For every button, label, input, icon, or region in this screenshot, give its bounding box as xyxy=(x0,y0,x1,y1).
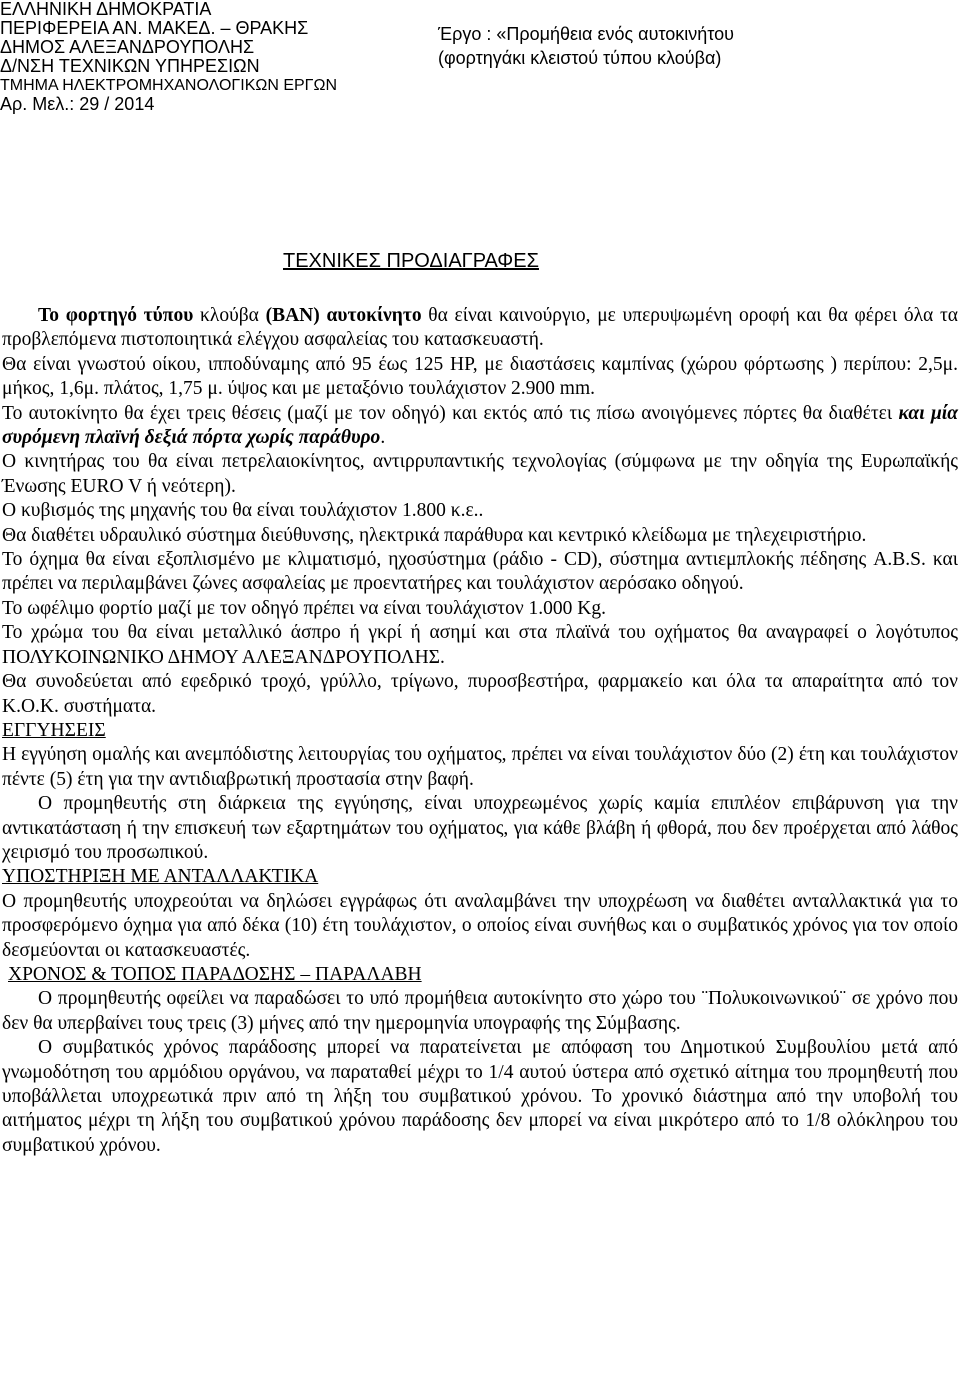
vehicle-type-text-1: κλούβα xyxy=(193,305,266,326)
vehicle-type-bold-2: (ΒΑΝ) αυτοκίνητο xyxy=(265,305,422,326)
paragraph-color: Το χρώμα του θα είναι μεταλλικό άσπρο ή γκρί ή ασημί και στα πλαϊνά του οχήματος θα αναγραφεί ο λογότυπος ΠΟΛΥΚΟΙΝΩΝΙΚΟ ΔΗΜΟΥ ΑΛΕΞΑΝΔΡΟΥΠΟΛΗΣ. xyxy=(2,622,958,668)
header-country: ΕΛΛΗΝΙΚΗ ΔΗΜΟΚΡΑΤΙΑ xyxy=(0,0,212,19)
page-title: ΤΕΧΝΙΚΕΣ ΠΡΟΔΙΑΓΡΑΦΕΣ xyxy=(283,250,539,272)
paragraph-warranty-obligation: Ο προμηθευτής στη διάρκεια της εγγύησης, είναι υποχρεωμένος χωρίς καμία επιπλέον επιβάρυνση για την αντικατάσταση ή την επισκευή των εξαρτημάτων του οχήματος, για κάθε βλάβη ή φθορά, που δεν προέρχεται από λάθος χειρισμό του προσωπικού. xyxy=(2,793,958,863)
heading-spare-parts: ΥΠΟΣΤΗΡΙΞΗ ΜΕ ΑΝΤΑΛΛΑΚΤΙΚΑ xyxy=(2,866,319,888)
paragraph-displacement: Ο κυβισμός της μηχανής του θα είναι τουλάχιστον 1.800 κ.ε.. xyxy=(2,500,484,522)
sliding-door-emphasis: και μία συρόμενη πλαϊνή δεξιά πόρτα χωρίς παράθυρο xyxy=(2,402,959,449)
paragraph-delivery: Ο προμηθευτής οφείλει να παραδώσει το υπό προμήθεια αυτοκίνητο στο χώρο του ¨Πολυκοινωνικού¨ σε χρόνο που δεν θα υπερβαίνει τους τρεις (3) μήνες από την ημερομηνία υπογραφής της Σύμβασης. xyxy=(2,988,958,1034)
paragraph-spare-parts: Ο προμηθευτής υποχρεούται να δηλώσει εγγράφως ότι αναλαμβάνει την υποχρέωση να διαθέτει ανταλλακτικά για το προσφερόμενο όχημα για από δέκα (10) έτη τουλάχιστον, ο οποίος είναι συνήθως και ο συμβατικός χρόνος για τον οποίο δεσμεύονται οι κατασκευαστές. xyxy=(2,890,958,961)
seats-doors-text: Το αυτοκίνητο θα έχει τρεις θέσεις (μαζί με τον οδηγό) και εκτός από τις πίσω ανοιγόμενες πόρτες θα διαθέτει xyxy=(2,402,899,424)
paragraph-dimensions: Θα είναι γνωστού οίκου, ιπποδύναμης από 95 έως 125 HP, με διαστάσεις καμπίνας (χώρου φόρτωσης ) περίπου: 2,5μ. μήκος, 1,6μ. πλάτος, 1,75 μ. ύψος και με μεταξόνιο τουλάχιστον 2.900 mm. xyxy=(2,353,958,400)
issuer-header xyxy=(0,0,337,114)
paragraph-accessories: Θα συνοδεύεται από εφεδρικό τροχό, γρύλλο, τρίγωνο, πυροσβεστήρα, φαρμακείο και όλα τα απαραίτητα από τον Κ.Ο.Κ. συστήματα. xyxy=(2,671,958,717)
vehicle-type-bold-1: Το φορτηγό τύπου xyxy=(38,305,194,326)
header-region: ΠΕΡΙΦΕΡΕΙΑ ΑΝ. ΜΑΚΕΔ. – ΘΡΑΚΗΣ xyxy=(0,18,309,38)
paragraph-delivery-extension: Ο συμβατικός χρόνος παράδοσης μπορεί να παρατείνεται με απόφαση του Δημοτικού Συμβουλίου μετά από γνωμοδότηση του αρμόδιου οργάνου, να παραταθεί μέχρι το 1/4 αυτού ύστερα από σχετικό αίτημα του προμηθευτή που υποβάλλεται υποχρεωτικά πριν από τη λήξη του συμβατικού χρόνου. Το χρονικό διάστημα από την υποβολή του αιτήματος μέχρι τη λήξη του συμβατικού χρόνου παράδοσης δεν μπορεί να είναι μικρότερο από το 1/8 ολόκληρου του συμβατικού χρόνου. xyxy=(2,1037,958,1156)
project-line-2: (φορτηγάκι κλειστού τύπου κλούβα) xyxy=(438,48,722,68)
project-header xyxy=(438,22,734,70)
document-body xyxy=(2,304,958,1158)
paragraph-equipment: Θα διαθέτει υδραυλικό σύστημα διεύθυνσης, ηλεκτρικά παράθυρα και κεντρικό κλείδωμα με τηλεχειριστήριο. xyxy=(2,524,867,546)
vehicle-type-text-2: θα είναι καινούργιο, με υπερυψωμένη οροφή και θα φέρει όλα τα προβλεπόμενα πιστοποιητικά ελέγχου ασφαλείας του κατασκευαστή. xyxy=(2,305,958,351)
project-line-1: Έργο : «Προμήθεια ενός αυτοκινήτου xyxy=(438,24,734,44)
paragraph-safety: Το όχημα θα είναι εξοπλισμένο με κλιματισμό, ηχοσύστημα (ράδιο - CD), σύστημα αντιεμπλοκής πέδησης A.B.S. και πρέπει να περιλαμβάνει ζώνες ασφαλείας με προεντατήρες και τουλάχιστον αερόσακο οδηγού. xyxy=(2,549,958,595)
paragraph-payload: Το ωφέλιμο φορτίο μαζί με τον οδηγό πρέπει να είναι τουλάχιστον 1.000 Kg. xyxy=(2,597,606,619)
heading-warranty: ΕΓΓΥΗΣΕΙΣ xyxy=(2,719,106,741)
paragraph-seats-doors xyxy=(2,402,958,451)
paragraph-warranty: Η εγγύηση ομαλής και ανεμπόδιστης λειτουργίας του οχήματος, πρέπει να είναι τουλάχιστον δύο (2) έτη και τουλάχιστον πέντε (5) έτη για την αντιδιαβρωτική προστασία στην βαφή. xyxy=(2,744,958,790)
paragraph-engine: Ο κινητήρας του θα είναι πετρελαιοκίνητος, αντιρρυπαντικής τεχνολογίας (σύμφωνα με την οδηγία της Ευρωπαϊκής Ένωσης EURO V ή νεότερη). xyxy=(2,451,958,497)
header-directorate: Δ/ΝΣΗ ΤΕΧΝΙΚΩΝ ΥΠΗΡΕΣΙΩΝ xyxy=(0,56,260,76)
heading-delivery: ΧΡΟΝΟΣ & ΤΟΠΟΣ ΠΑΡΑΔΟΣΗΣ – ΠΑΡΑΛΑΒΗ xyxy=(8,963,422,985)
header-municipality: ΔΗΜΟΣ ΑΛΕΞΑΝΔΡΟΥΠΟΛΗΣ xyxy=(0,37,255,57)
header-study-number: Αρ. Μελ.: 29 / 2014 xyxy=(0,94,155,114)
header-department: ΤΜΗΜΑ ΗΛΕΚΤΡΟΜΗΧΑΝΟΛΟΓΙΚΩΝ ΕΡΓΩΝ xyxy=(0,77,337,94)
paragraph-vehicle-type xyxy=(2,304,958,353)
seats-doors-end: . xyxy=(380,427,386,449)
